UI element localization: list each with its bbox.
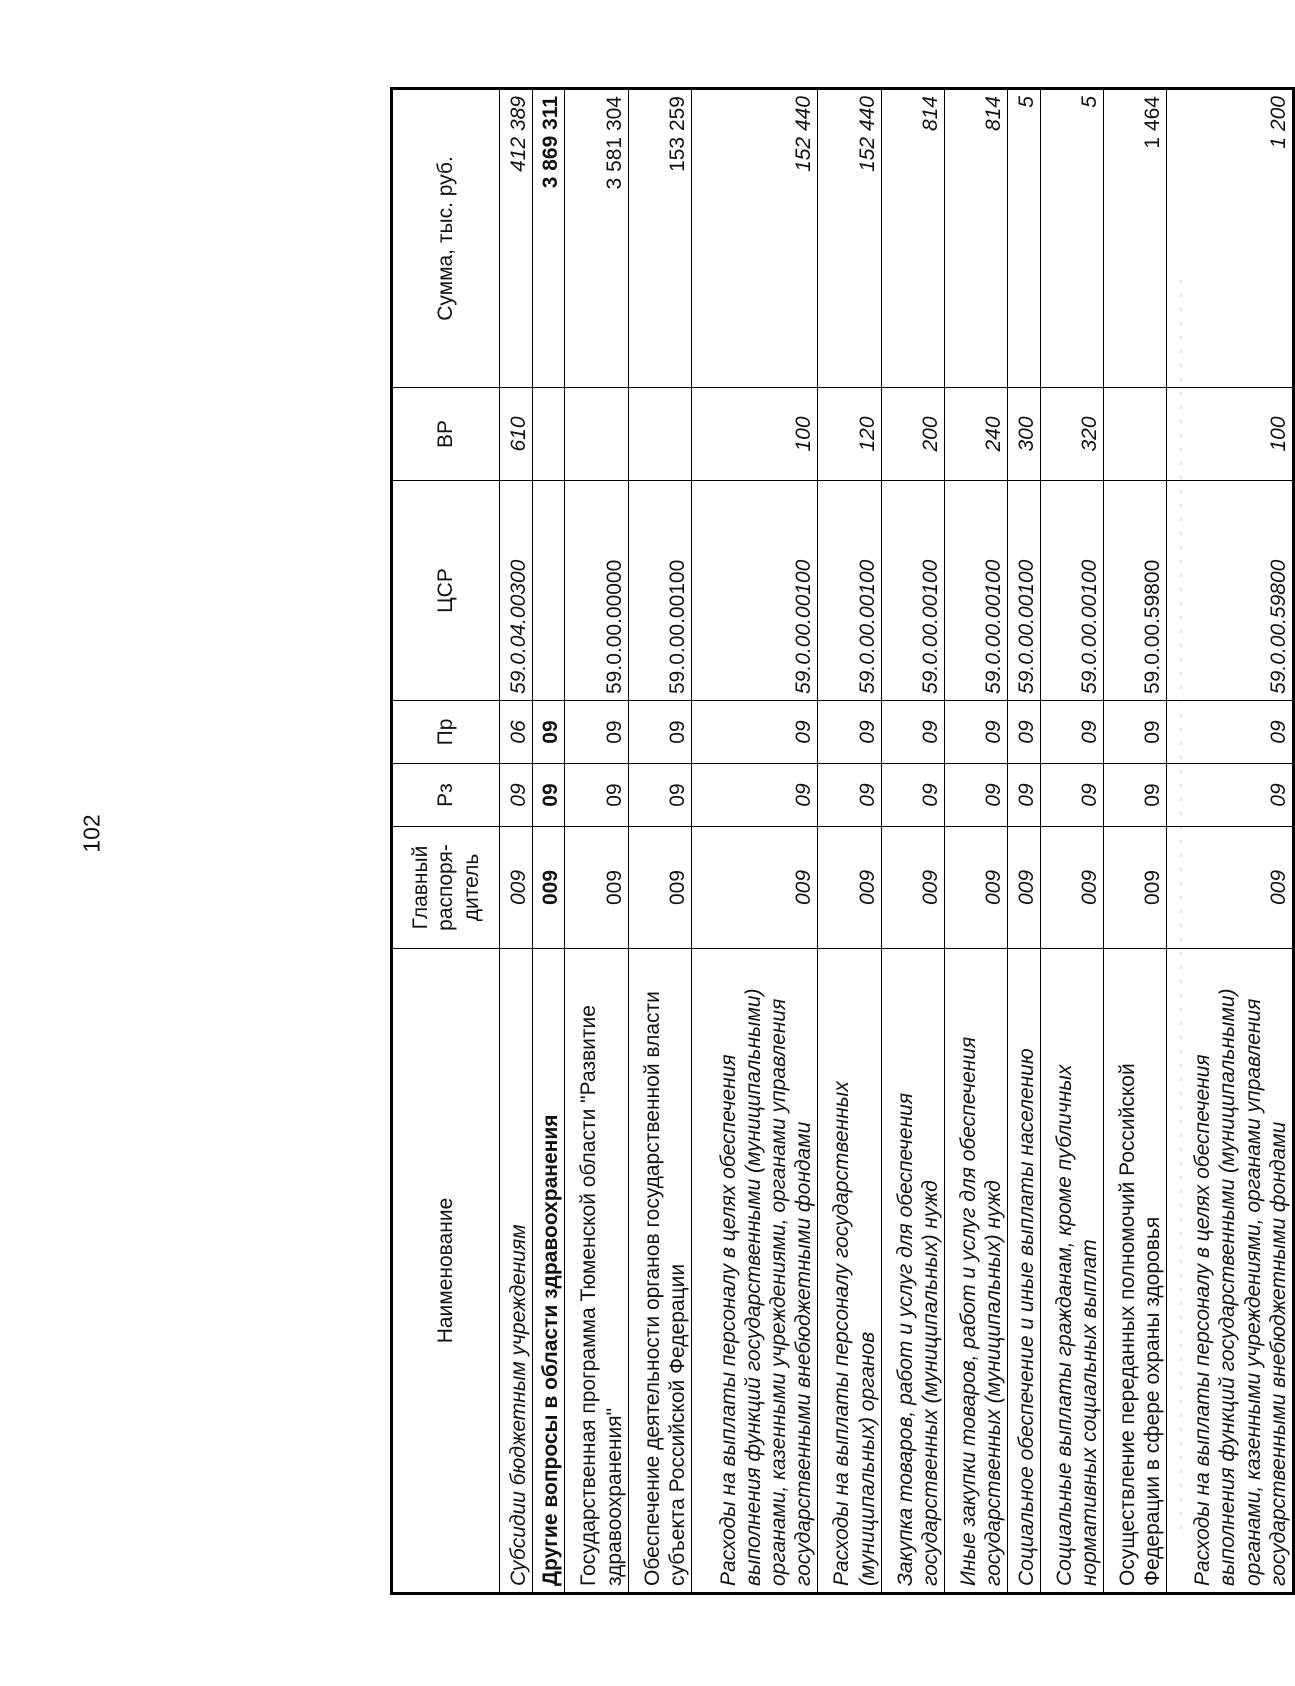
header-manager: Главный распоря- дитель bbox=[392, 827, 500, 949]
table-row bbox=[565, 89, 628, 1594]
table-row bbox=[944, 89, 1007, 1594]
table-row bbox=[1008, 89, 1041, 1594]
table-row bbox=[818, 89, 881, 1594]
table-row bbox=[532, 89, 565, 1594]
row-manager-cell: 009 bbox=[944, 827, 1007, 949]
row-pr-cell: 09 bbox=[1104, 701, 1167, 764]
row-manager-cell: 009 bbox=[532, 827, 565, 949]
row-pr-cell: 09 bbox=[1040, 701, 1103, 764]
row-sum-cell: 412 389 bbox=[500, 89, 533, 388]
row-pr-cell: 09 bbox=[881, 701, 944, 764]
table-row bbox=[1040, 89, 1103, 1594]
row-vr-cell: 320 bbox=[1040, 388, 1103, 481]
row-sum-cell: 153 259 bbox=[628, 89, 691, 388]
row-pr-cell: 09 bbox=[532, 701, 565, 764]
row-name-cell: Обеспечение деятельности органов государственной власти субъекта Российской Федерации bbox=[628, 949, 691, 1594]
table-row bbox=[1167, 89, 1294, 1594]
row-manager-cell: 009 bbox=[500, 827, 533, 949]
row-csr-cell: 59.0.00.00100 bbox=[818, 481, 881, 701]
row-vr-cell: 100 bbox=[1167, 388, 1294, 481]
row-name-cell: Расходы на выплаты персоналу государственных (муниципальных) органов bbox=[818, 949, 881, 1594]
table-row bbox=[628, 89, 691, 1594]
row-pr-cell: 09 bbox=[1167, 701, 1294, 764]
row-rz-cell: 09 bbox=[1008, 764, 1041, 827]
row-csr-cell: 59.0.00.00100 bbox=[691, 481, 818, 701]
row-rz-cell: 09 bbox=[565, 764, 628, 827]
row-rz-cell: 09 bbox=[691, 764, 818, 827]
row-csr-cell: 59.0.00.59800 bbox=[1167, 481, 1294, 701]
row-rz-cell: 09 bbox=[1167, 764, 1294, 827]
row-sum-cell: 3 581 304 bbox=[565, 89, 628, 388]
header-csr: ЦСР bbox=[392, 481, 500, 701]
row-sum-cell: 814 bbox=[881, 89, 944, 388]
row-manager-cell: 009 bbox=[1008, 827, 1041, 949]
row-vr-cell bbox=[565, 388, 628, 481]
row-name-cell: Другие вопросы в области здравоохранения bbox=[532, 949, 565, 1594]
row-vr-cell: 120 bbox=[818, 388, 881, 481]
rotated-table-container bbox=[390, 90, 1295, 1595]
row-csr-cell: 59.0.00.00100 bbox=[944, 481, 1007, 701]
row-pr-cell: 09 bbox=[1008, 701, 1041, 764]
row-rz-cell: 09 bbox=[1040, 764, 1103, 827]
row-pr-cell: 09 bbox=[565, 701, 628, 764]
row-vr-cell: 300 bbox=[1008, 388, 1041, 481]
row-pr-cell: 06 bbox=[500, 701, 533, 764]
row-rz-cell: 09 bbox=[628, 764, 691, 827]
row-pr-cell: 09 bbox=[628, 701, 691, 764]
table-row bbox=[500, 89, 533, 1594]
row-sum-cell: 814 bbox=[944, 89, 1007, 388]
row-sum-cell: 5 bbox=[1008, 89, 1041, 388]
row-csr-cell: 59.0.04.00300 bbox=[500, 481, 533, 701]
row-manager-cell: 009 bbox=[1040, 827, 1103, 949]
row-vr-cell: 100 bbox=[691, 388, 818, 481]
row-csr-cell: 59.0.00.59800 bbox=[1104, 481, 1167, 701]
row-vr-cell: 610 bbox=[500, 388, 533, 481]
row-name-cell: Социальное обеспечение и иные выплаты населению bbox=[1008, 949, 1041, 1594]
row-sum-cell: 152 440 bbox=[818, 89, 881, 388]
row-sum-cell: 1 200 bbox=[1167, 89, 1294, 388]
row-name-cell: Расходы на выплаты персоналу в целях обеспечения выполнения функций государственными (муниципальными) органами, казенными учреждениями, органами управления государственными внебюджетными фондами bbox=[691, 949, 818, 1594]
table-row bbox=[691, 89, 818, 1594]
row-name-cell: Социальные выплаты гражданам, кроме публичных нормативных социальных выплат bbox=[1040, 949, 1103, 1594]
table-body bbox=[500, 89, 1294, 1594]
page-number: 102 bbox=[78, 814, 105, 853]
header-sum: Сумма, тыс. руб. bbox=[392, 89, 500, 388]
row-csr-cell: 59.0.00.00100 bbox=[881, 481, 944, 701]
header-row bbox=[392, 89, 500, 1594]
row-name-cell: Государственная программа Тюменской области "Развитие здравоохранения" bbox=[565, 949, 628, 1594]
row-rz-cell: 09 bbox=[532, 764, 565, 827]
header-rz: Рз bbox=[392, 764, 500, 827]
row-vr-cell: 240 bbox=[944, 388, 1007, 481]
row-sum-cell: 5 bbox=[1040, 89, 1103, 388]
row-manager-cell: 009 bbox=[818, 827, 881, 949]
row-csr-cell: 59.0.00.00100 bbox=[1008, 481, 1041, 701]
row-rz-cell: 09 bbox=[500, 764, 533, 827]
row-name-cell: Осуществление переданных полномочий Российской Федерации в сфере охраны здоровья bbox=[1104, 949, 1167, 1594]
row-rz-cell: 09 bbox=[818, 764, 881, 827]
header-vr: ВР bbox=[392, 388, 500, 481]
header-pr: Пр bbox=[392, 701, 500, 764]
row-manager-cell: 009 bbox=[628, 827, 691, 949]
row-rz-cell: 09 bbox=[944, 764, 1007, 827]
row-vr-cell bbox=[532, 388, 565, 481]
table-row bbox=[1104, 89, 1167, 1594]
row-sum-cell: 152 440 bbox=[691, 89, 818, 388]
row-manager-cell: 009 bbox=[1104, 827, 1167, 949]
row-csr-cell: 59.0.00.00100 bbox=[628, 481, 691, 701]
row-csr-cell: 59.0.00.00100 bbox=[1040, 481, 1103, 701]
row-pr-cell: 09 bbox=[818, 701, 881, 764]
row-manager-cell: 009 bbox=[691, 827, 818, 949]
budget-table bbox=[390, 87, 1295, 1595]
row-pr-cell: 09 bbox=[944, 701, 1007, 764]
header-name: Наименование bbox=[392, 949, 500, 1594]
row-rz-cell: 09 bbox=[881, 764, 944, 827]
row-manager-cell: 009 bbox=[565, 827, 628, 949]
row-manager-cell: 009 bbox=[1167, 827, 1294, 949]
row-name-cell: Закупка товаров, работ и услуг для обеспечения государственных (муниципальных) нужд bbox=[881, 949, 944, 1594]
row-vr-cell bbox=[1104, 388, 1167, 481]
row-rz-cell: 09 bbox=[1104, 764, 1167, 827]
row-pr-cell: 09 bbox=[691, 701, 818, 764]
row-sum-cell: 1 464 bbox=[1104, 89, 1167, 388]
row-name-cell: Иные закупки товаров, работ и услуг для обеспечения государственных (муниципальных) нужд bbox=[944, 949, 1007, 1594]
row-name-cell: Расходы на выплаты персоналу в целях обеспечения выполнения функций государственными (муниципальными) органами, казенными учреждениями, органами управления государственными внебюджетными фондами bbox=[1167, 949, 1294, 1594]
table-row bbox=[881, 89, 944, 1594]
row-name-cell: Субсидии бюджетным учреждениям bbox=[500, 949, 533, 1594]
row-csr-cell bbox=[532, 481, 565, 701]
row-vr-cell bbox=[628, 388, 691, 481]
row-csr-cell: 59.0.00.00000 bbox=[565, 481, 628, 701]
row-manager-cell: 009 bbox=[881, 827, 944, 949]
row-sum-cell: 3 869 311 bbox=[532, 89, 565, 388]
row-vr-cell: 200 bbox=[881, 388, 944, 481]
